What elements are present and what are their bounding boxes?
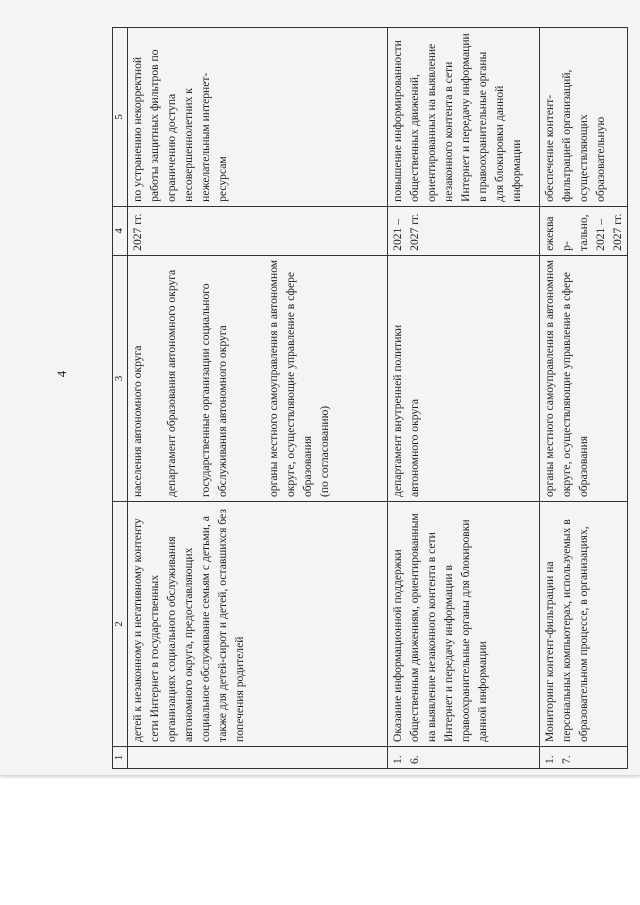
term-cell: 2021 – 2027 гг. (388, 206, 540, 255)
column-header: 5 (113, 28, 128, 207)
row-number (128, 746, 388, 768)
table-row (388, 28, 540, 769)
term-cell: ежеквар-тально, 2021 – 2027 гг. (540, 206, 628, 255)
executor-text: государственные организации социального обслуживания автономного округа (199, 283, 229, 498)
executor-text: населения автономного округа (131, 345, 144, 498)
table-container (112, 27, 624, 769)
column-header: 4 (113, 206, 128, 255)
measures-table (112, 27, 628, 769)
executors-cell (388, 255, 540, 501)
result-cell: обеспечение контент-фильтрацией организаций, осуществляющих образовательную (540, 28, 628, 207)
row-number: 1.7. (540, 746, 628, 768)
executor-text: органы местного самоуправления в автономном округе, осуществляющие управление в сфере образования (267, 259, 314, 498)
column-header: 3 (113, 255, 128, 501)
column-header: 1 (113, 746, 128, 768)
executor-text: департамент внутренней политики автономного округа (391, 324, 421, 498)
result-cell: повышение информированности общественных движений, ориентированных на выявление незаконного контента в сети Интернет и передачу информации в правоохранительные органы для блокировки данной информации (388, 28, 540, 207)
row-number: 1.6. (388, 746, 540, 768)
activity-cell: Оказание информационной поддержки общественным движениям, ориентированным на выявление незаконного контента в сети Интернет и передачу информации в правоохранительные органы для блокировки данной информации (388, 502, 540, 747)
header-row (113, 28, 128, 769)
result-cell: по устранению некорректной работы защитных фильтров по ограничению доступа несовершеннолетних к нежелательным интернет-ресурсам (128, 28, 388, 207)
column-header: 2 (113, 502, 128, 747)
executor-note: (по согласованию) (318, 405, 331, 498)
activity-cell: детей к незаконному и негативному контенту сети Интернет в государственных организациях социального обслуживания автономного округа, предоставляющих социальное обслуживание семьям с детьми, а также для детей-сирот и детей, оставшихся без попечения родителей (128, 502, 388, 747)
executor-text: органы местного самоуправления в автономном округе, осуществляющие управление в сфере образования (543, 259, 590, 498)
page-number: 4 (54, 370, 69, 378)
term-cell: 2027 гг. (128, 206, 388, 255)
table-row (540, 28, 628, 769)
executor-text: департамент образования автономного округа (165, 269, 178, 498)
executors-cell (128, 255, 388, 501)
executors-cell (540, 255, 628, 501)
table-row (128, 28, 388, 769)
activity-cell: Мониторинг контент-фильтрации на персональных компьютерах, используемых в образовательном процессе, в организациях, (540, 502, 628, 747)
